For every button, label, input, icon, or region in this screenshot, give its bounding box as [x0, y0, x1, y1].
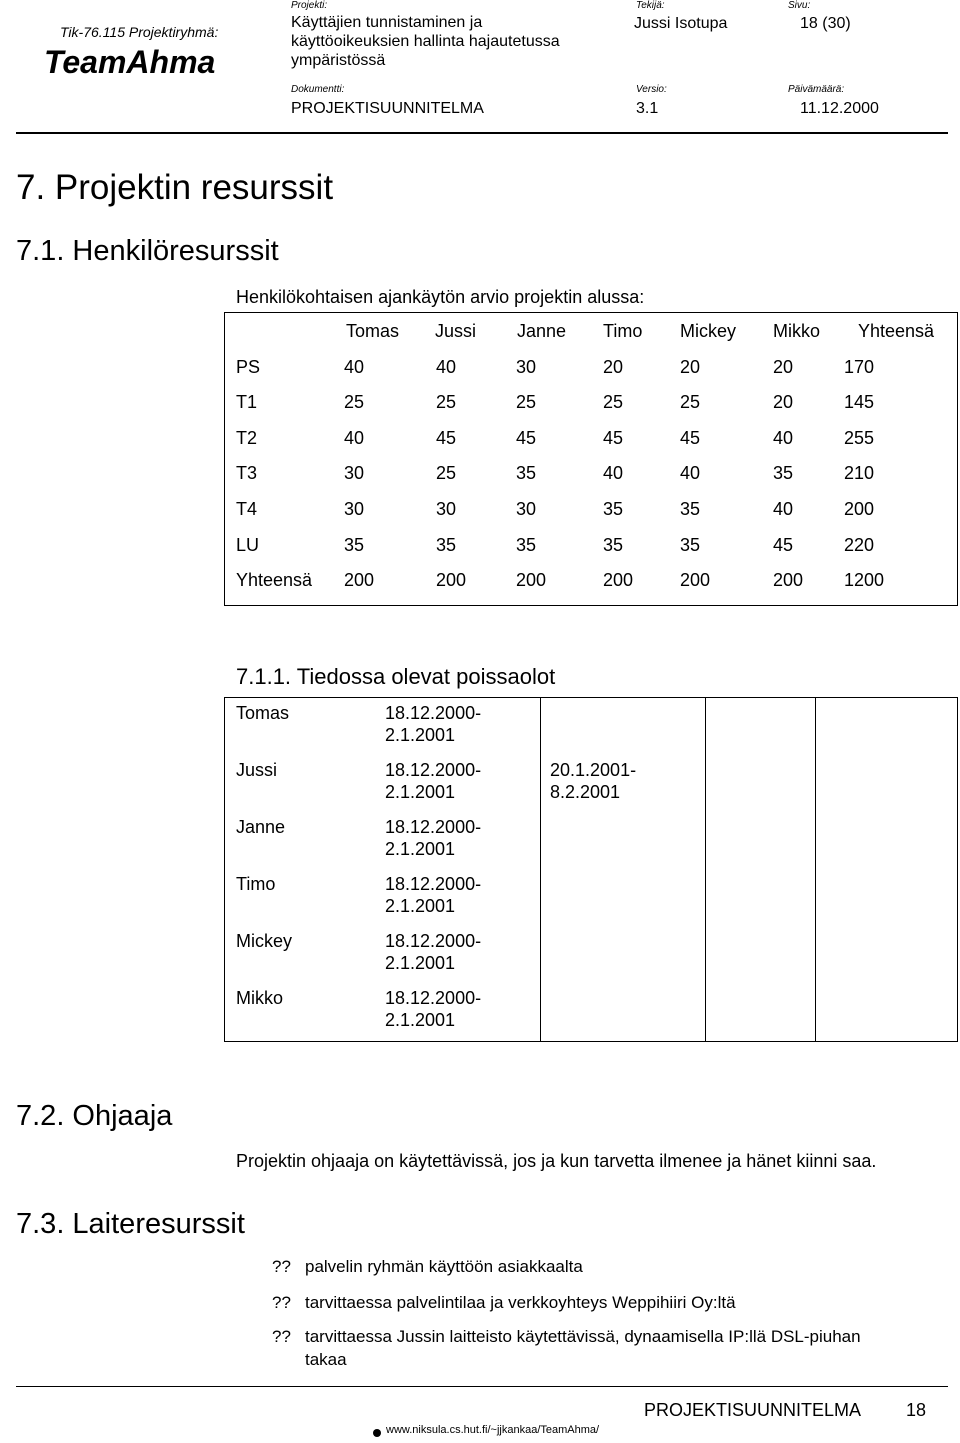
cell: 200 — [680, 570, 711, 590]
cell: 20 — [773, 357, 794, 377]
cell: 25 — [344, 392, 365, 412]
cell: 45 — [436, 428, 457, 448]
absence2-range-start: 20.1.2001- — [550, 760, 637, 780]
absence-range-start: 18.12.2000- — [385, 931, 482, 951]
col-header-mickey: Mickey — [680, 321, 737, 341]
row-label: T3 — [236, 463, 258, 483]
cell: 200 — [344, 570, 375, 590]
cell: 30 — [436, 499, 457, 519]
cell: 25 — [436, 392, 457, 412]
row-total: 210 — [844, 463, 875, 483]
cell: 35 — [344, 535, 365, 555]
author: Jussi Isotupa — [634, 15, 728, 32]
cell: 30 — [516, 499, 537, 519]
cell: 200 — [516, 570, 547, 590]
cell: 20 — [603, 357, 624, 377]
cell: 40 — [436, 357, 457, 377]
absence-range-end: 2.1.2001 — [385, 725, 456, 745]
page-label: Sivu: — [788, 0, 811, 11]
cell: 30 — [344, 463, 365, 483]
cell: 40 — [773, 499, 794, 519]
cell: 45 — [516, 428, 537, 448]
cell: 35 — [603, 499, 624, 519]
col-header-total: Yhteensä — [858, 321, 935, 341]
list-item-text: tarvittaessa palvelintilaa ja verkkoyhteys Weppihiiri Oy:ltä — [305, 1293, 736, 1312]
version: 3.1 — [636, 100, 659, 117]
row-total: 200 — [844, 499, 875, 519]
absence2-range-end: 8.2.2001 — [550, 782, 621, 802]
cell: 20 — [680, 357, 701, 377]
absence-name: Mikko — [236, 988, 284, 1008]
row-label: PS — [236, 357, 261, 377]
project-title-line-2: käyttöoikeuksien hallinta hajautetussa — [291, 33, 560, 50]
cell: 25 — [680, 392, 701, 412]
absence-range-start: 18.12.2000- — [385, 760, 482, 780]
col-header-janne: Janne — [517, 321, 567, 341]
cell: 30 — [516, 357, 537, 377]
absence-range-start: 18.12.2000- — [385, 817, 482, 837]
footer-page: 18 — [906, 1400, 927, 1420]
cell: 40 — [344, 428, 365, 448]
cell: 200 — [603, 570, 634, 590]
cell: 200 — [773, 570, 804, 590]
project-label: Projekti: — [291, 0, 328, 11]
col-header-mikko: Mikko — [773, 321, 821, 341]
row-total: 255 — [844, 428, 875, 448]
absence-name: Mickey — [236, 931, 293, 951]
author-label: Tekijä: — [636, 0, 665, 11]
cell: 35 — [436, 535, 457, 555]
absence-name: Janne — [236, 817, 286, 837]
row-total: 170 — [844, 357, 875, 377]
absence-range-end: 2.1.2001 — [385, 953, 456, 973]
row-total: 145 — [844, 392, 875, 412]
version-label: Versio: — [636, 84, 667, 95]
absence-name: Timo — [236, 874, 276, 894]
project-title-line-3: ympäristössä — [291, 52, 386, 69]
col-header-tomas: Tomas — [346, 321, 400, 341]
absence-col-divider — [705, 697, 706, 1042]
bullet-marker: ?? — [272, 1327, 291, 1346]
cell: 20 — [773, 392, 794, 412]
row-label: T4 — [236, 499, 258, 519]
cell: 40 — [680, 463, 701, 483]
absence-range-start: 18.12.2000- — [385, 988, 482, 1008]
row-total: 220 — [844, 535, 875, 555]
page-number: 18 (30) — [800, 15, 851, 32]
allocation-table — [224, 312, 958, 606]
section-7-3-heading: 7.3. Laiteresurssit — [16, 1208, 245, 1240]
cell: 40 — [603, 463, 624, 483]
document-name: PROJEKTISUUNNITELMA — [291, 100, 484, 117]
header-divider — [16, 132, 948, 134]
section-7-1-heading: 7.1. Henkilöresurssit — [16, 235, 279, 267]
cell: 45 — [773, 535, 794, 555]
cell: 25 — [516, 392, 537, 412]
col-header-timo: Timo — [603, 321, 643, 341]
date: 11.12.2000 — [800, 100, 879, 117]
course-label: Tik-76.115 Projektiryhmä: — [60, 24, 219, 40]
allocation-intro: Henkilökohtaisen ajankäytön arvio projektin alussa: — [236, 287, 645, 307]
cell: 35 — [516, 535, 537, 555]
section-7-1-1-heading: 7.1.1. Tiedossa olevat poissaolot — [236, 664, 556, 689]
cell: 200 — [436, 570, 467, 590]
absence-col-divider — [540, 697, 541, 1042]
row-label: LU — [236, 535, 260, 555]
list-item-text-continued: takaa — [305, 1350, 347, 1369]
absence-range-end: 2.1.2001 — [385, 782, 456, 802]
cell: 25 — [436, 463, 457, 483]
row-label: T1 — [236, 392, 258, 412]
section-7-2-heading: 7.2. Ohjaaja — [16, 1100, 173, 1132]
cell: 45 — [603, 428, 624, 448]
document-label: Dokumentti: — [291, 84, 345, 95]
supervisor-text: Projektin ohjaaja on käytettävissä, jos ja kun tarvetta ilmenee ja hänet kiinni saa. — [236, 1151, 877, 1171]
footer-url-link[interactable]: www.niksula.cs.hut.fi/~jjkankaa/TeamAhma/ — [386, 1424, 600, 1436]
bullet-marker: ?? — [272, 1257, 291, 1276]
list-item-text: tarvittaessa Jussin laitteisto käytettävissä, dynaamisella IP:llä DSL-piuhan — [305, 1327, 861, 1346]
date-label: Päivämäärä: — [788, 84, 845, 95]
list-item-text: palvelin ryhmän käyttöön asiakkaalta — [305, 1257, 583, 1276]
cell: 40 — [773, 428, 794, 448]
group-name: TeamAhma — [44, 44, 216, 80]
absence-range-end: 2.1.2001 — [385, 896, 456, 916]
absence-name: Tomas — [236, 703, 290, 723]
cell: 40 — [344, 357, 365, 377]
section-7-heading: 7. Projektin resurssit — [16, 168, 334, 207]
cell: 35 — [516, 463, 537, 483]
absence-name: Jussi — [236, 760, 278, 780]
cell: 35 — [773, 463, 794, 483]
absence-range-end: 2.1.2001 — [385, 1010, 456, 1030]
cell: 45 — [680, 428, 701, 448]
absence-table — [224, 697, 958, 1042]
absence-range-start: 18.12.2000- — [385, 703, 482, 723]
bullet-marker: ?? — [272, 1293, 291, 1312]
url-icon — [372, 1425, 382, 1443]
cell: 30 — [344, 499, 365, 519]
col-header-jussi: Jussi — [435, 321, 477, 341]
footer-divider — [16, 1386, 948, 1387]
cell: 35 — [603, 535, 624, 555]
project-title-line-1: Käyttäjien tunnistaminen ja — [291, 14, 483, 31]
row-label: T2 — [236, 428, 258, 448]
footer-document: PROJEKTISUUNNITELMA — [644, 1400, 862, 1420]
absence-col-divider — [815, 697, 816, 1042]
row-label: Yhteensä — [236, 570, 313, 590]
cell: 35 — [680, 535, 701, 555]
cell: 35 — [680, 499, 701, 519]
absence-range-end: 2.1.2001 — [385, 839, 456, 859]
cell: 25 — [603, 392, 624, 412]
row-total: 1200 — [844, 570, 885, 590]
absence-range-start: 18.12.2000- — [385, 874, 482, 894]
